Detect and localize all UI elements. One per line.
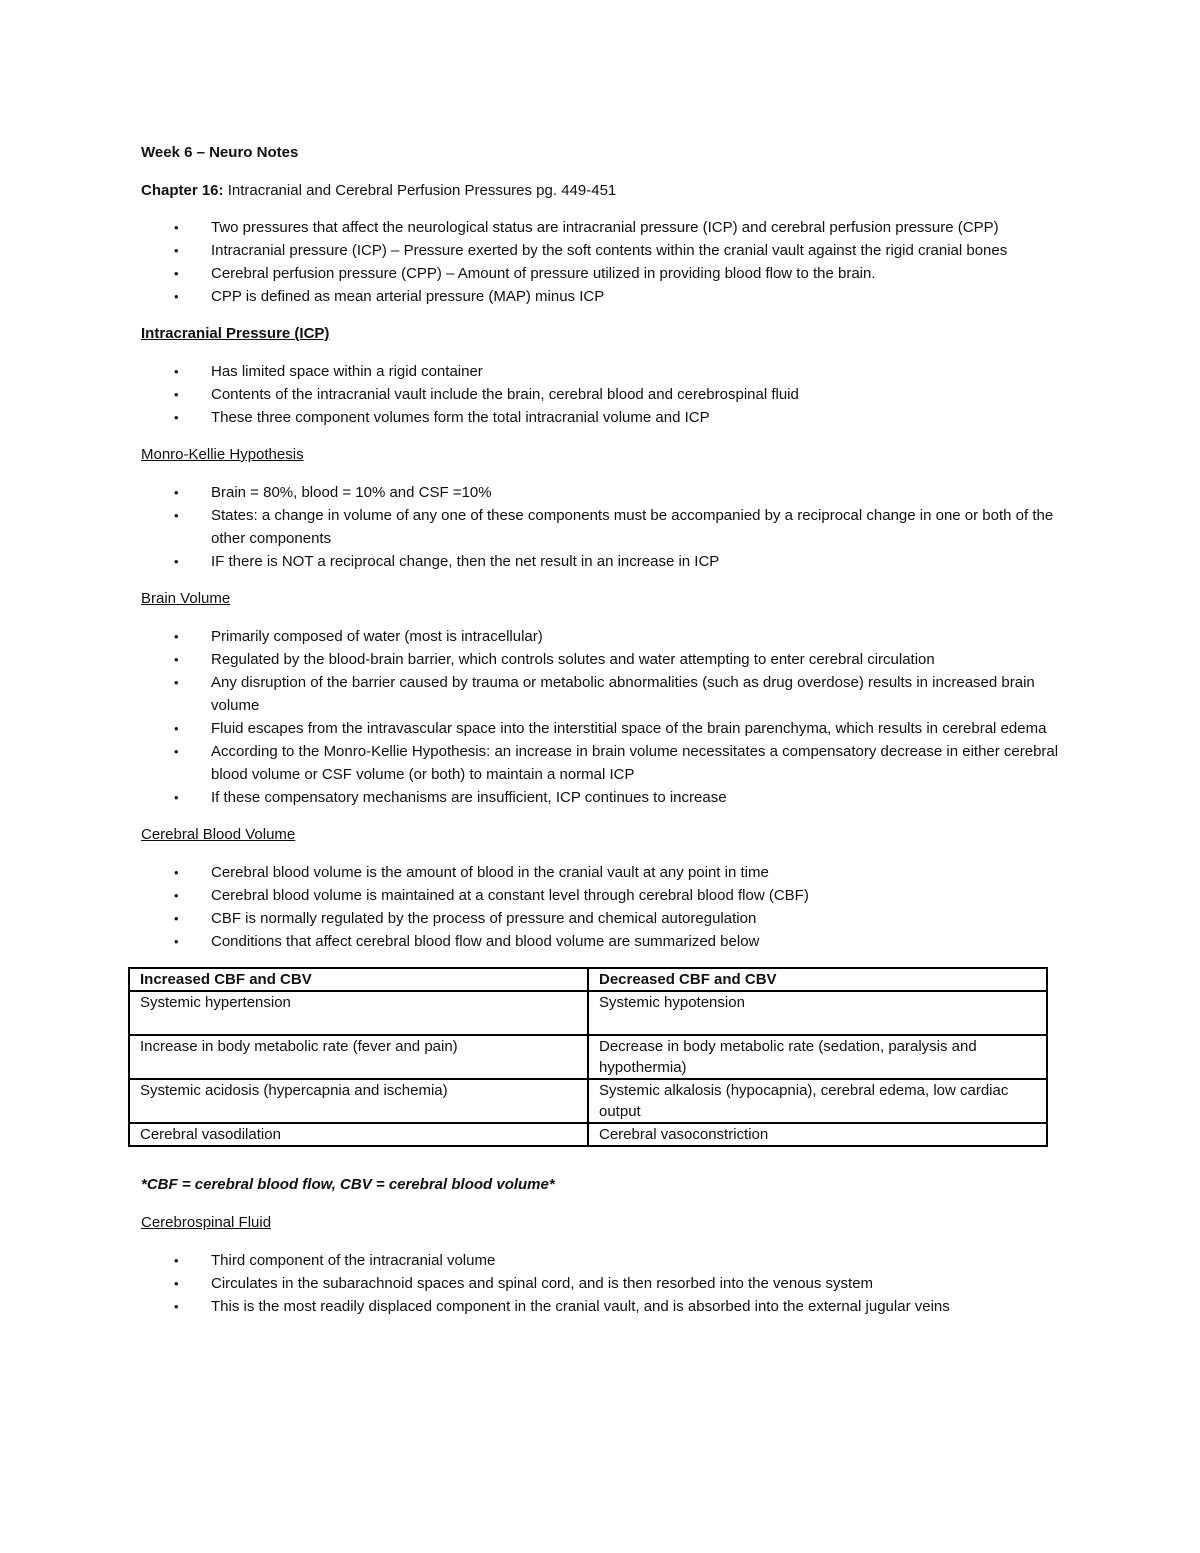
list-item: • Contents of the intracranial vault include the brain, cerebral blood and cerebrospinal fluid	[141, 383, 1059, 406]
list-item: • Third component of the intracranial volume	[141, 1249, 1059, 1272]
bullet-icon: •	[174, 721, 179, 736]
list-item: • Has limited space within a rigid container	[141, 360, 1059, 383]
list-item: • According to the Monro-Kellie Hypothesis: an increase in brain volume necessitates a compensatory decrease in either cerebral blood volume or CSF volume (or both) to maintain a normal ICP	[141, 740, 1059, 786]
chapter-label: Chapter 16:	[141, 182, 224, 199]
bullet-icon: •	[174, 865, 179, 880]
list-item: • Cerebral perfusion pressure (CPP) – Amount of pressure utilized in providing blood flow to the brain.	[141, 262, 1059, 285]
list-item: • CPP is defined as mean arterial pressure (MAP) minus ICP	[141, 285, 1059, 308]
bullet-icon: •	[174, 744, 179, 759]
list-item: • Any disruption of the barrier caused by trauma or metabolic abnormalities (such as drug overdose) results in increased brain volume	[141, 671, 1059, 717]
bullet-icon: •	[174, 289, 179, 304]
cbf-cbv-table	[128, 967, 1048, 1147]
table-cell: Systemic hypertension	[129, 991, 588, 1035]
bullet-icon: •	[174, 629, 179, 644]
page-title: Week 6 – Neuro Notes	[141, 144, 299, 161]
list-item: • Brain = 80%, blood = 10% and CSF =10%	[141, 481, 1059, 504]
table-cell: Decrease in body metabolic rate (sedation, paralysis and hypothermia)	[588, 1035, 1047, 1079]
list-item: • This is the most readily displaced component in the cranial vault, and is absorbed into the external jugular veins	[141, 1295, 1059, 1318]
csf-heading: Cerebrospinal Fluid	[141, 1214, 272, 1231]
bullet-icon: •	[174, 410, 179, 425]
brain-volume-bullet-list	[141, 625, 1059, 809]
bullet-icon: •	[174, 364, 179, 379]
bullet-icon: •	[174, 1276, 179, 1291]
table-cell: Systemic alkalosis (hypocapnia), cerebral edema, low cardiac output	[588, 1079, 1047, 1123]
list-item: • CBF is normally regulated by the process of pressure and chemical autoregulation	[141, 907, 1059, 930]
list-item: • Two pressures that affect the neurological status are intracranial pressure (ICP) and cerebral perfusion pressure (CPP)	[141, 216, 1059, 239]
brain-volume-heading: Brain Volume	[141, 590, 231, 607]
bullet-icon: •	[174, 934, 179, 949]
list-item: • Intracranial pressure (ICP) – Pressure exerted by the soft contents within the cranial vault against the rigid cranial bones	[141, 239, 1059, 262]
list-item: • States: a change in volume of any one of these components must be accompanied by a reciprocal change in one or both of the other components	[141, 504, 1059, 550]
intro-bullet-list	[141, 216, 1059, 308]
bullet-icon: •	[174, 888, 179, 903]
list-item: • Circulates in the subarachnoid spaces and spinal cord, and is then resorbed into the venous system	[141, 1272, 1059, 1295]
list-item: • Primarily composed of water (most is intracellular)	[141, 625, 1059, 648]
bullet-icon: •	[174, 1253, 179, 1268]
list-item: • These three component volumes form the total intracranial volume and ICP	[141, 406, 1059, 429]
icp-heading: Intracranial Pressure (ICP)	[141, 325, 330, 342]
table-row	[129, 1035, 1047, 1079]
table-header-row	[129, 968, 1047, 991]
monro-kellie-bullet-list	[141, 481, 1059, 573]
table-row	[129, 1079, 1047, 1123]
list-item: • Regulated by the blood-brain barrier, which controls solutes and water attempting to enter cerebral circulation	[141, 648, 1059, 671]
abbreviation-note: *CBF = cerebral blood flow, CBV = cerebral blood volume*	[141, 1176, 555, 1193]
table-cell: Cerebral vasodilation	[129, 1123, 588, 1146]
bullet-icon: •	[174, 485, 179, 500]
cerebral-blood-volume-heading: Cerebral Blood Volume	[141, 826, 296, 843]
bullet-icon: •	[174, 675, 179, 690]
list-item: • Conditions that affect cerebral blood flow and blood volume are summarized below	[141, 930, 1059, 953]
list-item: • Cerebral blood volume is the amount of blood in the cranial vault at any point in time	[141, 861, 1059, 884]
column-header-increased: Increased CBF and CBV	[129, 968, 588, 991]
table-row	[129, 991, 1047, 1035]
chapter-text: Intracranial and Cerebral Perfusion Pressures pg. 449-451	[223, 182, 617, 199]
bullet-icon: •	[174, 652, 179, 667]
bullet-icon: •	[174, 554, 179, 569]
bullet-icon: •	[174, 266, 179, 281]
table-cell: Increase in body metabolic rate (fever and pain)	[129, 1035, 588, 1079]
list-item: • Fluid escapes from the intravascular space into the interstitial space of the brain parenchyma, which results in cerebral edema	[141, 717, 1059, 740]
icp-bullet-list	[141, 360, 1059, 429]
table-cell: Cerebral vasoconstriction	[588, 1123, 1047, 1146]
list-item: • Cerebral blood volume is maintained at a constant level through cerebral blood flow (CBF)	[141, 884, 1059, 907]
table-cell: Systemic hypotension	[588, 991, 1047, 1035]
list-item: • IF there is NOT a reciprocal change, then the net result in an increase in ICP	[141, 550, 1059, 573]
document-page	[141, 141, 1059, 1332]
table-cell: Systemic acidosis (hypercapnia and ischemia)	[129, 1079, 588, 1123]
chapter-line	[141, 179, 1059, 202]
bullet-icon: •	[174, 387, 179, 402]
bullet-icon: •	[174, 911, 179, 926]
list-item: • If these compensatory mechanisms are insufficient, ICP continues to increase	[141, 786, 1059, 809]
column-header-decreased: Decreased CBF and CBV	[588, 968, 1047, 991]
bullet-icon: •	[174, 220, 179, 235]
bullet-icon: •	[174, 790, 179, 805]
csf-bullet-list	[141, 1249, 1059, 1318]
bullet-icon: •	[174, 243, 179, 258]
monro-kellie-heading: Monro-Kellie Hypothesis	[141, 446, 304, 463]
bullet-icon: •	[174, 508, 179, 523]
cerebral-blood-volume-bullet-list	[141, 861, 1059, 953]
table-row	[129, 1123, 1047, 1146]
bullet-icon: •	[174, 1299, 179, 1314]
